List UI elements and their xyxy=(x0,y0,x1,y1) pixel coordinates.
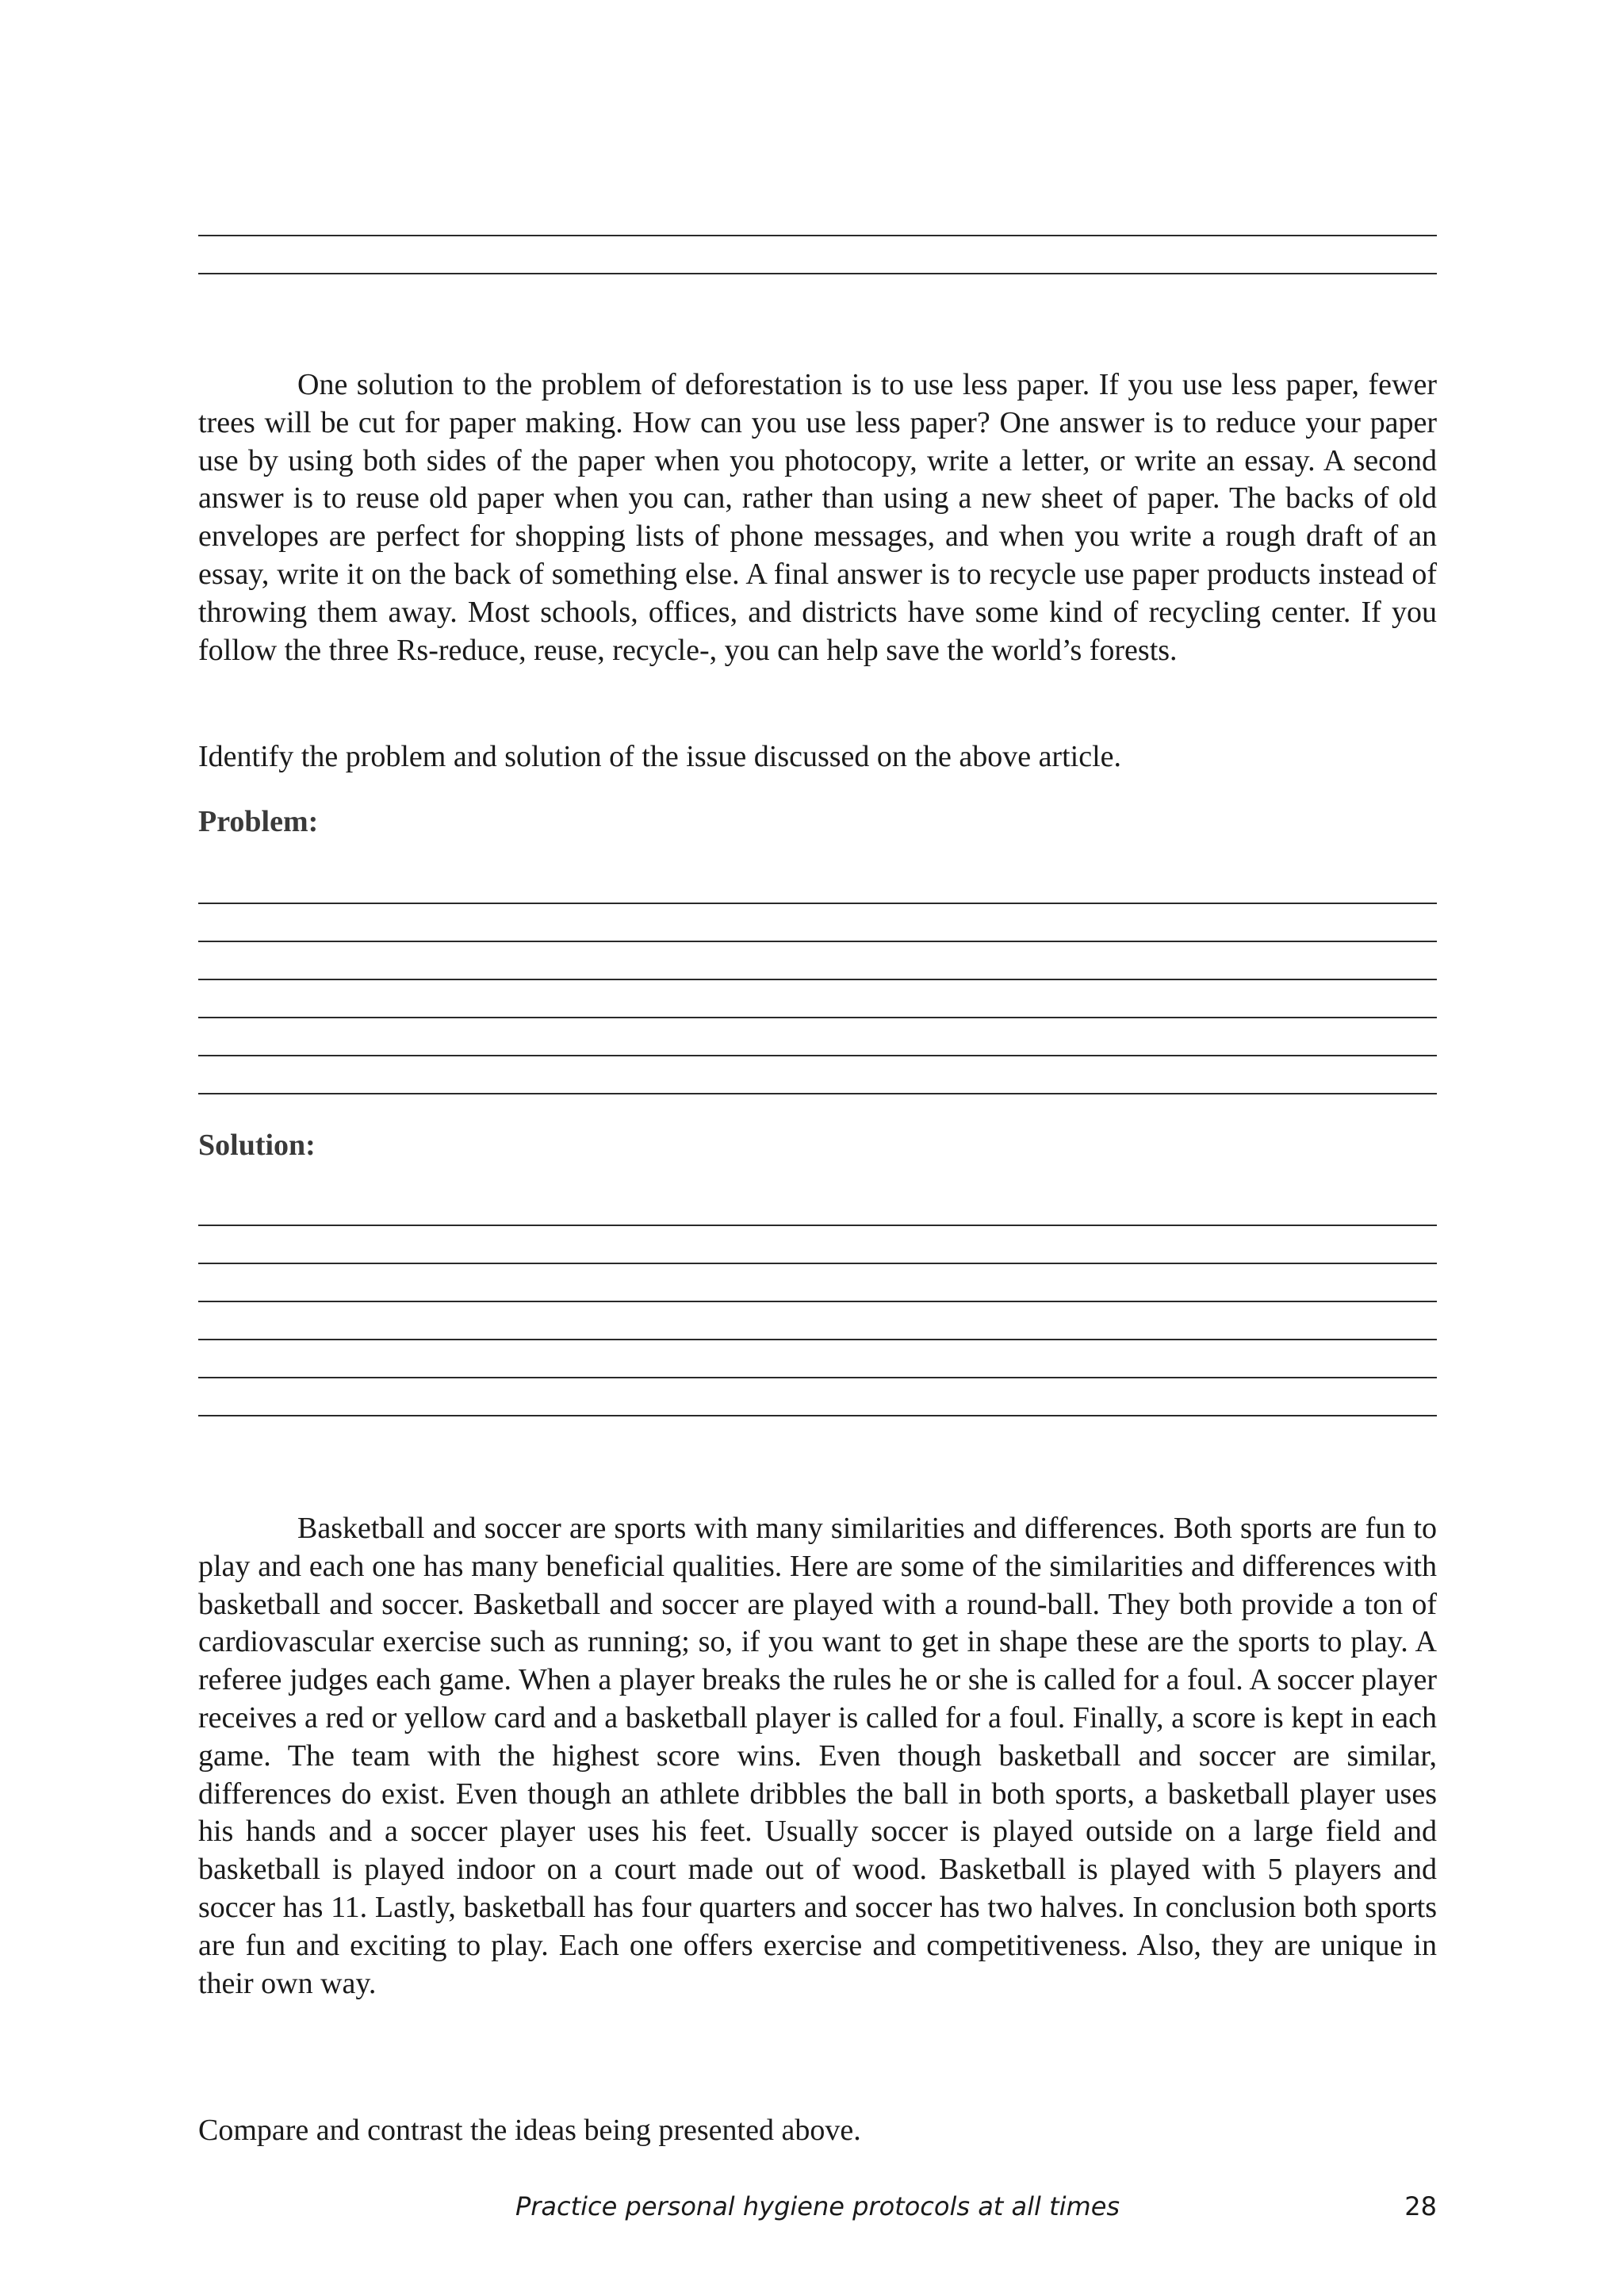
solution-answer-line[interactable] xyxy=(198,1263,1437,1264)
solution-answer-line[interactable] xyxy=(198,1339,1437,1340)
solution-answer-line[interactable] xyxy=(198,1301,1437,1302)
solution-label: Solution: xyxy=(198,1129,316,1162)
deforestation-paragraph: One solution to the problem of deforestation is to use less paper. If you use less paper, fewer trees will be cut for paper making. How can you use less paper? One answer is to reduce your paper use by using both sides of the paper when you photocopy, write a letter, or write an essay. A second answer is to reuse old paper when you can, rather than using a new sheet of paper. The backs of old envelopes are perfect for shopping lists of phone messages, and when you write a rough draft of an essay, write it on the back of something else. A final answer is to recycle use paper products instead of throwing them away. Most schools, offices, and districts have some kind of recycling center. If you follow the three Rs-reduce, reuse, recycle-, you can help save the world’s forests. xyxy=(198,368,1437,667)
instruction-problem-solution: Identify the problem and solution of the issue discussed on the above article. xyxy=(198,740,1121,773)
problem-answer-line[interactable] xyxy=(198,903,1437,904)
sports-paragraph: Basketball and soccer are sports with many similarities and differences. Both sports are fun to play and each one has many beneficial qualities. Here are some of the similarities and differences with basketball and soccer. Basketball and soccer are played with a round-ball. They both provide a ton of cardiovascular exercise such as running; so, if you want to get in shape these are the sports to play. A referee judges each game. When a player breaks the rules he or she is called for a foul. A soccer player receives a red or yellow card and a basketball player is called for a foul. Finally, a score is kept in each game. The team with the highest score wins. Even though basketball and soccer are similar, differences do exist. Even though an athlete dribbles the ball in both sports, a basketball player uses his hands and a soccer player uses his feet. Usually soccer is played outside on a large field and basketball is played indoor on a court made out of wood. Basketball is played with 5 players and soccer has 11. Lastly, basketball has four quarters and soccer has two halves. In conclusion both sports are fun and exciting to play. Each one offers exercise and competitiveness. Also, they are unique in their own way. xyxy=(198,1512,1437,2000)
problem-label: Problem: xyxy=(198,805,319,838)
solution-answer-line[interactable] xyxy=(198,1225,1437,1226)
problem-answer-line[interactable] xyxy=(198,979,1437,980)
page-number: 28 xyxy=(1404,2191,1437,2221)
problem-answer-line[interactable] xyxy=(198,1055,1437,1056)
problem-answer-line[interactable] xyxy=(198,941,1437,942)
footer-reminder: Practice personal hygiene protocols at all times xyxy=(515,2191,1120,2221)
solution-answer-line[interactable] xyxy=(198,1377,1437,1378)
solution-answer-line[interactable] xyxy=(198,1415,1437,1416)
instruction-compare-contrast: Compare and contrast the ideas being presented above. xyxy=(198,2114,861,2147)
answer-line[interactable] xyxy=(198,273,1437,274)
problem-answer-line[interactable] xyxy=(198,1017,1437,1018)
answer-line[interactable] xyxy=(198,235,1437,236)
problem-answer-line[interactable] xyxy=(198,1093,1437,1094)
